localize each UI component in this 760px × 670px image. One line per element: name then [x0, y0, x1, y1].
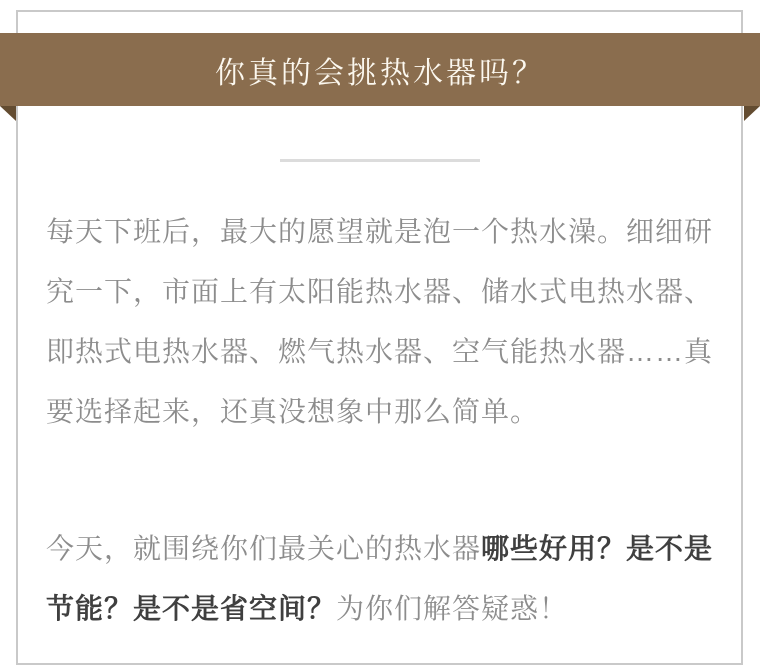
text-line — [46, 382, 722, 442]
text-line — [46, 519, 722, 579]
text-line — [46, 202, 722, 262]
emphasis-text: 哪些好用？是不是 — [481, 533, 714, 564]
article-body — [46, 202, 722, 639]
body-text: 为你们解答疑惑！ — [336, 593, 569, 624]
body-text: 即热式电热水器、燃气热水器、空气能热水器……真 — [46, 336, 714, 367]
paragraph — [46, 202, 722, 442]
ribbon-fold-left — [0, 106, 16, 121]
body-text: 每天下班后，最大的愿望就是泡一个热水澡。细细研 — [46, 216, 714, 247]
emphasis-text: 节能？是不是省空间？ — [46, 593, 337, 624]
page-title: 你真的会挑热水器吗？ — [215, 56, 545, 90]
body-text: 要选择起来，还真没想象中那么简单。 — [46, 396, 540, 427]
ribbon-fold-right — [744, 106, 760, 121]
section-divider — [280, 159, 480, 162]
text-line — [46, 262, 722, 322]
paragraph — [46, 519, 722, 639]
body-text: 究一下，市面上有太阳能热水器、储水式电热水器、 — [46, 276, 714, 307]
body-text: 今天，就围绕你们最关心的热水器 — [46, 533, 482, 564]
title-ribbon — [0, 33, 760, 106]
text-line — [46, 322, 722, 382]
text-line — [46, 579, 722, 639]
